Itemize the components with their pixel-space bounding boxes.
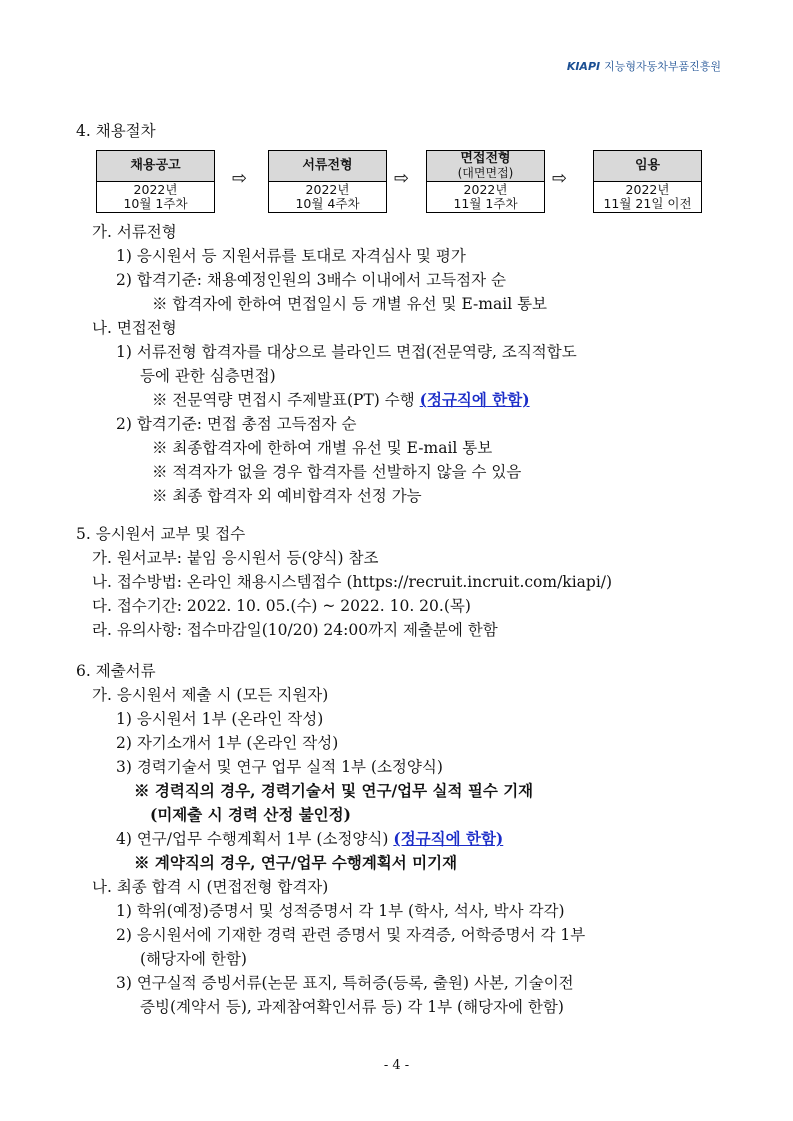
flow-step-appointment [593, 150, 702, 213]
flow-step-document [268, 150, 387, 213]
emphasis-note: (정규직에 한함) [393, 829, 504, 848]
list-item: 라. 유의사항: 접수마감일(10/20) 24:00까지 제출분에 한함 [92, 621, 498, 639]
section-5-title: 5. 응시원서 교부 및 접수 [76, 525, 246, 543]
flow-step-date: 10월 4주차 [295, 196, 360, 211]
flow-step-title: 임용 [634, 158, 661, 173]
list-item-continued: (해당자에 한함) [140, 950, 247, 968]
note-text: ※ 전문역량 면접시 주제발표(PT) 수행 [152, 391, 420, 409]
recruitment-flow [96, 150, 702, 213]
subsection-title: 나. 면접전형 [92, 319, 177, 337]
note-item: ※ 최종합격자에 한하여 개별 유선 및 E-mail 통보 [152, 439, 493, 457]
flow-step-subtitle: (대면면접) [457, 166, 514, 180]
note-item: ※ 경력직의 경우, 경력기술서 및 연구/업무 실적 필수 기재 [134, 781, 534, 800]
list-item-text: 4) 연구/업무 수행계획서 1부 (소정양식) [116, 830, 394, 848]
list-item-continued: 등에 관한 심층면접) [140, 367, 276, 385]
flow-step-date-year: 2022년 [625, 182, 670, 197]
flow-step-date-year: 2022년 [463, 182, 508, 197]
subsection-title: 나. 최종 합격 시 (면접전형 합격자) [92, 878, 329, 896]
flow-step-title: 채용공고 [130, 158, 181, 173]
arrow-icon: ⇨ [232, 168, 248, 189]
note-item: ※ 적격자가 없을 경우 합격자를 선발하지 않을 수 있음 [152, 463, 522, 481]
flow-step-announcement [96, 150, 215, 213]
list-item: 2) 자기소개서 1부 (온라인 작성) [116, 734, 339, 752]
list-item: 2) 합격기준: 면접 총점 고득점자 순 [116, 415, 357, 433]
list-item: 3) 연구실적 증빙서류(논문 표지, 특허증(등록, 출원) 사본, 기술이전 [116, 974, 574, 992]
note-item: ※ 계약직의 경우, 연구/업무 수행계획서 미기재 [134, 853, 458, 872]
list-item: 2) 응시원서에 기재한 경력 관련 증명서 및 자격증, 어학증명서 각 1부 [116, 926, 586, 944]
list-item: 다. 접수기간: 2022. 10. 05.(수) ~ 2022. 10. 20.(목) [92, 597, 471, 615]
flow-step-date: 11월 1주차 [453, 196, 518, 211]
flow-step-title: 서류전형 [302, 158, 353, 173]
list-item: 1) 응시원서 1부 (온라인 작성) [116, 710, 324, 728]
note-item: ※ 합격자에 한하여 면접일시 등 개별 유선 및 E-mail 통보 [152, 295, 548, 313]
flow-step-date: 11월 21일 이전 [603, 196, 692, 211]
list-item: 1) 응시원서 등 지원서류를 토대로 자격심사 및 평가 [116, 247, 466, 265]
subsection-title: 가. 응시원서 제출 시 (모든 지원자) [92, 686, 329, 704]
flow-step-date-year: 2022년 [133, 182, 178, 197]
list-item: 3) 경력기술서 및 연구 업무 실적 1부 (소정양식) [116, 758, 443, 776]
note-item [152, 390, 530, 410]
emphasis-note: (정규직에 한함) [419, 390, 530, 409]
flow-step-title: 면접전형 [460, 151, 511, 166]
section-6-title: 6. 제출서류 [76, 662, 156, 680]
list-item-continued: 증빙(계약서 등), 과제참여확인서류 등) 각 1부 (해당자에 한함) [140, 998, 564, 1016]
header-logo [567, 58, 721, 74]
section-4-title: 4. 채용절차 [76, 122, 156, 140]
flow-step-interview [426, 150, 545, 213]
org-name: 지능형자동차부품진흥원 [604, 60, 721, 73]
logo-mark: KIAPI [566, 59, 601, 73]
arrow-icon: ⇨ [552, 168, 568, 189]
list-item: 가. 원서교부: 붙임 응시원서 등(양식) 참조 [92, 549, 379, 567]
note-item-continued: (미제출 시 경력 산정 불인정) [150, 805, 351, 824]
list-item [116, 829, 503, 849]
subsection-title: 가. 서류전형 [92, 223, 177, 241]
list-item: 1) 학위(예정)증명서 및 성적증명서 각 1부 (학사, 석사, 박사 각각) [116, 902, 565, 920]
list-item: 1) 서류전형 합격자를 대상으로 블라인드 면접(전문역량, 조직적합도 [116, 343, 577, 361]
page-number: - 4 - [383, 1058, 410, 1073]
note-item: ※ 최종 합격자 외 예비합격자 선정 가능 [152, 487, 422, 505]
arrow-icon: ⇨ [394, 168, 410, 189]
flow-step-date-year: 2022년 [305, 182, 350, 197]
list-item: 나. 접수방법: 온라인 채용시스템접수 (https://recruit.incruit.com/kiapi/) [92, 573, 613, 591]
list-item: 2) 합격기준: 채용예정인원의 3배수 이내에서 고득점자 순 [116, 271, 506, 289]
flow-step-date: 10월 1주차 [123, 196, 188, 211]
